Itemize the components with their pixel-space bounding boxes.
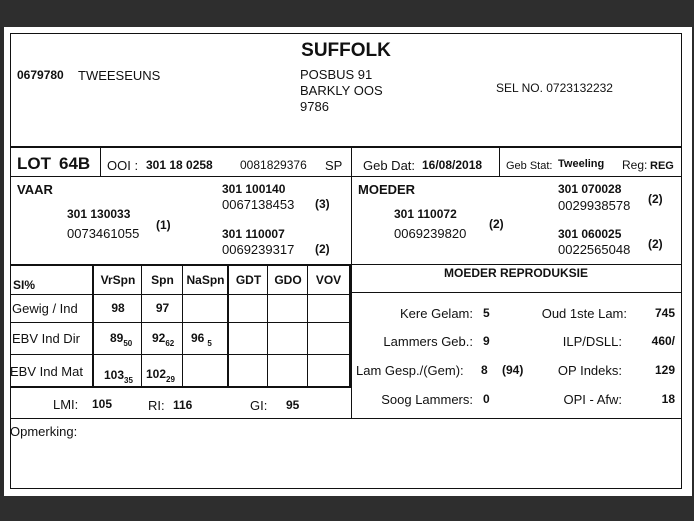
top-dark-bar bbox=[0, 0, 694, 27]
geb-stat: Tweeling bbox=[558, 158, 605, 170]
geb-dat-label: Geb Dat: bbox=[363, 158, 416, 173]
op-indeks-value: 129 bbox=[654, 363, 675, 377]
kere-gelam-value: 5 bbox=[483, 306, 490, 320]
cell-number: SEL NO. 0723132232 bbox=[496, 81, 613, 95]
gi-value: 95 bbox=[286, 398, 300, 412]
si-row-gewig-spn: 97 bbox=[155, 301, 170, 315]
ooi-id: 0081829376 bbox=[240, 158, 307, 172]
si-row-ebv-dir-spn: $92_{62}$ bbox=[152, 331, 175, 348]
reg-label: Reg: bbox=[622, 158, 648, 172]
breed-title: SUFFOLK bbox=[301, 40, 391, 61]
moeder-sire-number: 301 070028 bbox=[558, 182, 622, 196]
soog-lammers-value: 0 bbox=[483, 392, 490, 406]
si-row-ebv-dir-vrspn: $89_{50}$ bbox=[110, 331, 133, 348]
vaar-label: VAAR bbox=[17, 182, 53, 197]
moeder-dam-count: (2) bbox=[648, 237, 663, 251]
moeder-count: (2) bbox=[489, 217, 504, 231]
moeder-dam-id: 0022565048 bbox=[558, 242, 631, 257]
vaar-dam-count: (2) bbox=[315, 242, 330, 256]
oud-1ste-lam-value: 745 bbox=[654, 306, 675, 320]
ilp-dsll-value: 460/ bbox=[651, 334, 675, 348]
address-line-3: 9786 bbox=[300, 99, 329, 114]
geb-stat-label: Geb Stat: bbox=[506, 160, 553, 172]
ooi-label: OOI : bbox=[107, 158, 139, 173]
gi-label: GI: bbox=[250, 398, 268, 413]
lam-gesp-value: 8 bbox=[481, 363, 488, 377]
si-row-ebv-mat-spn: $102_{29}$ bbox=[146, 367, 175, 384]
vaar-sire-count: (3) bbox=[315, 197, 330, 211]
si-header-naspn: NaSpn bbox=[186, 273, 225, 287]
ilp-dsll-label: ILP/DSLL: bbox=[562, 334, 622, 349]
breeder-name: TWEESEUNS bbox=[78, 68, 161, 83]
moeder-number: 301 110072 bbox=[394, 207, 457, 221]
vaar-count: (1) bbox=[156, 218, 171, 232]
ri-label: RI: bbox=[148, 398, 165, 413]
op-indeks-label: OP Indeks: bbox=[557, 363, 622, 378]
kere-gelam-label: Kere Gelam: bbox=[400, 306, 473, 321]
lam-gesp-gem-value: (94) bbox=[502, 363, 524, 377]
ri-value: 116 bbox=[173, 398, 193, 412]
si-header-label: SI% bbox=[13, 278, 36, 292]
lammers-geb-value: 9 bbox=[483, 334, 490, 348]
lot-number: 64B bbox=[59, 154, 91, 173]
remark-label: Opmerking: bbox=[10, 424, 78, 439]
si-header-gdo: GDO bbox=[274, 273, 302, 287]
soog-lammers-label: Soog Lammers: bbox=[381, 392, 473, 407]
lot-label: LOT bbox=[17, 154, 51, 173]
si-row-gewig-vrspn: 98 bbox=[111, 301, 125, 315]
reg-value: REG bbox=[650, 160, 674, 172]
reproduksie-title: MOEDER REPRODUKSIE bbox=[443, 266, 589, 280]
lmi-value: 105 bbox=[92, 397, 113, 411]
vaar-dam-id: 0069239317 bbox=[222, 242, 295, 257]
lmi-label: LMI: bbox=[53, 397, 79, 412]
address-line-1: POSBUS 91 bbox=[300, 67, 373, 82]
si-row-ebv-mat-label: EBV Ind Mat bbox=[10, 364, 83, 379]
ooi-number: 301 18 0258 bbox=[146, 158, 213, 172]
si-row-gewig-label: Gewig / Ind bbox=[12, 301, 78, 316]
si-header-gdt: GDT bbox=[235, 273, 262, 287]
lammers-geb-label: Lammers Geb.: bbox=[383, 334, 473, 349]
moeder-dam-number: 301 060025 bbox=[558, 227, 622, 241]
vaar-sire-id: 0067138453 bbox=[222, 197, 295, 212]
vaar-sire-number: 301 100140 bbox=[222, 182, 286, 196]
si-row-ebv-dir-label: EBV Ind Dir bbox=[12, 331, 80, 346]
si-header-vov: VOV bbox=[315, 273, 342, 287]
vaar-id: 0073461055 bbox=[67, 226, 140, 241]
si-row-ebv-mat-vrspn: $103_{35}$ bbox=[104, 368, 133, 385]
address-line-2: BARKLY OOS bbox=[300, 83, 383, 98]
vaar-dam-number: 301 110007 bbox=[222, 227, 285, 241]
moeder-id: 0069239820 bbox=[394, 226, 467, 241]
si-header-spn: Spn bbox=[151, 273, 174, 287]
lam-gesp-label: Lam Gesp./(Gem): bbox=[356, 363, 464, 378]
sp-marker: SP bbox=[325, 158, 343, 173]
divider bbox=[11, 146, 681, 148]
card-frame bbox=[10, 33, 682, 489]
opi-afw-label: OPI - Afw: bbox=[563, 392, 622, 407]
moeder-sire-count: (2) bbox=[648, 192, 663, 206]
opi-afw-value: 18 bbox=[661, 392, 675, 406]
vaar-number: 301 130033 bbox=[67, 207, 131, 221]
moeder-sire-id: 0029938578 bbox=[558, 198, 631, 213]
bottom-dark-bar bbox=[0, 496, 694, 521]
si-row-ebv-dir-naspn: 96 $_5$ bbox=[191, 331, 212, 348]
oud-1ste-lam-label: Oud 1ste Lam: bbox=[541, 306, 627, 321]
si-header-vrspn: VrSpn bbox=[100, 273, 136, 287]
moeder-label: MOEDER bbox=[358, 182, 416, 197]
breeder-code: 0679780 bbox=[17, 68, 64, 82]
geb-dat: 16/08/2018 bbox=[422, 158, 483, 172]
lot-card bbox=[4, 27, 692, 496]
